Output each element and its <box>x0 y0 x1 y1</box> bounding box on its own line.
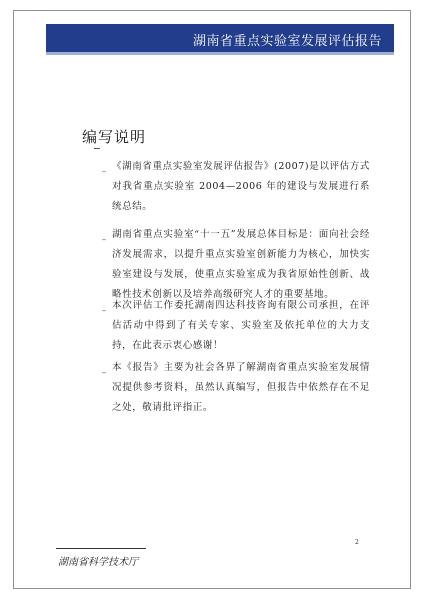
paragraph-3 <box>102 296 370 356</box>
paragraph-text: 湖南省重点实验室“十一五”发展总体目标是：面向社会经济发展需求，以提升重点实验室创新能力为核心，加快实验室建设与发展，使重点实验室成为我省原始性创新、战略性技术创新以及培养高级研究人才的重要基地。 <box>112 229 370 300</box>
report-title: 湖南省重点实验室发展评估报告 <box>192 34 382 49</box>
paragraph-text: 《湖南省重点实验室发展评估报告》(2007)是以评估方式对我省重点实验室 2004—2006 年的建设与发展进行系统总结。 <box>112 161 370 212</box>
bullet-marker: – <box>102 167 107 176</box>
bullet-marker: – <box>102 306 107 315</box>
paragraph-4 <box>102 358 370 418</box>
bullet-marker: – <box>102 368 107 377</box>
footer-divider <box>56 548 146 549</box>
section-heading: 编写说明 <box>82 128 147 146</box>
footer-organization: 湖南省科学技术厅 <box>58 557 138 568</box>
paragraph-text: 本《报告》主要为社会各界了解湖南省重点实验室发展情况提供参考资料，虽然认真编写，但报告中依然存在不足之处，敬请批评指正。 <box>112 362 370 413</box>
bullet-marker: – <box>102 235 107 244</box>
paragraph-2 <box>102 225 370 305</box>
header-banner <box>46 24 394 55</box>
paragraph-1 <box>102 157 370 217</box>
page-number: 2 <box>355 539 359 546</box>
paragraph-text: 本次评估工作委托湖南四达科技咨询有限公司承担，在评估活动中得到了有关专家、实验室及依托单位的大力支持，在此表示衷心感谢！ <box>112 300 370 351</box>
